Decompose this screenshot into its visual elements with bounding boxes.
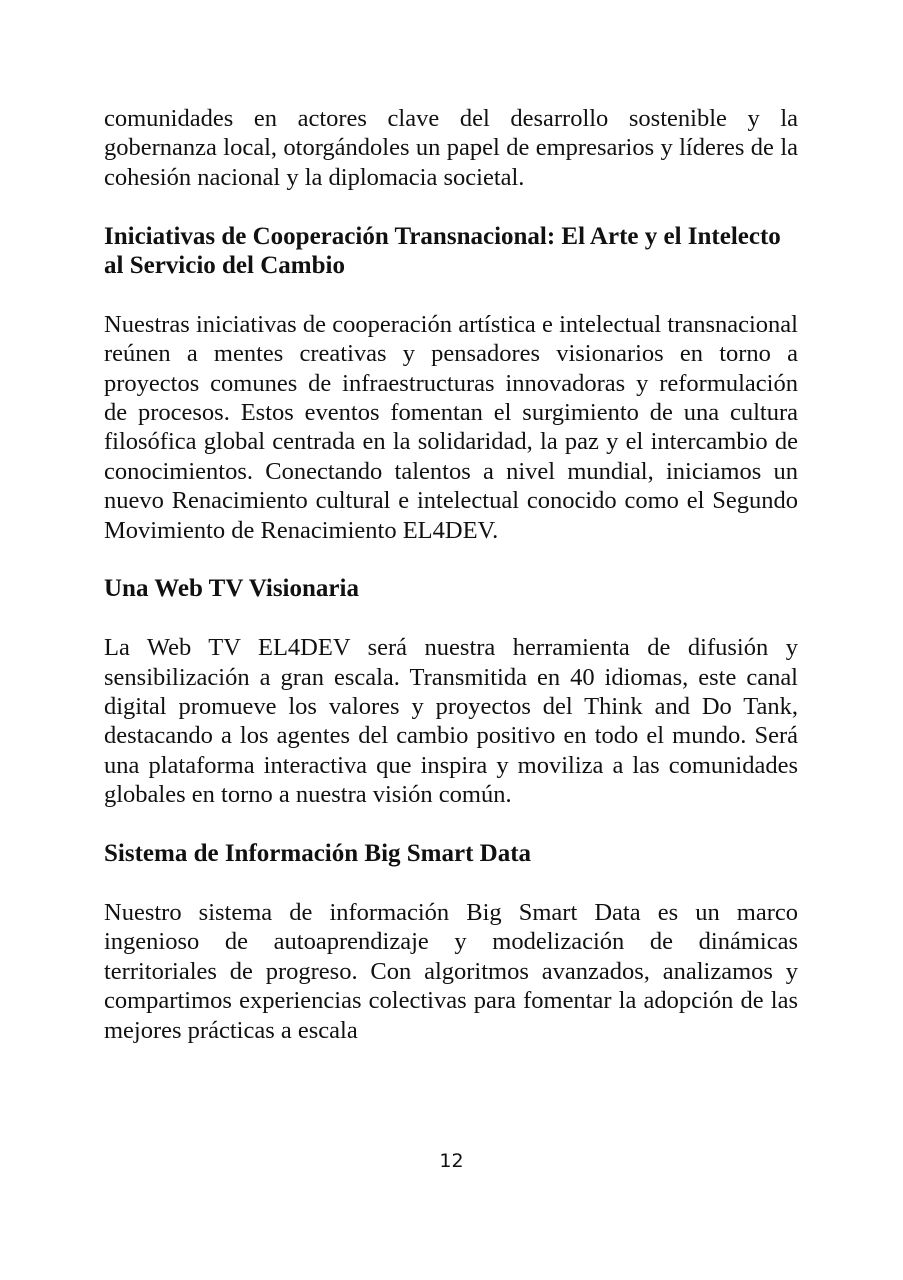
heading-web-tv: Una Web TV Visionaria — [104, 575, 359, 603]
paragraph-transnational-cooperation: Nuestras iniciativas de cooperación artística e intelectual transnacional reúnen a mentes creativas y pensadores visionarios en torno a proyectos comunes de infraestructuras innovadoras y reformulación de procesos. Estos eventos fomentan el surgimiento de una cultura filosófica global centrada en la solidaridad, la paz y el intercambio de conocimientos. Conectando talentos a nivel mundial, iniciamos un nuevo Renacimiento cultural e intelectual conocido como el Segundo Movimiento de Renacimiento EL4DEV. — [104, 310, 798, 544]
heading-big-smart-data: Sistema de Información Big Smart Data — [104, 840, 532, 868]
paragraph-intro: comunidades en actores clave del desarrollo sostenible y la gobernanza local, otorgándoles un papel de empresarios y líderes de la cohesión nacional y la diplomacia societal. — [104, 105, 798, 191]
paragraph-web-tv: La Web TV EL4DEV será nuestra herramienta de difusión y sensibilización a gran escala. Transmitida en 40 idiomas, este canal digital promueve los valores y proyectos del Think and Do Tank, destacando a los agentes del cambio positivo en todo el mundo. Será una plataforma interactiva que inspira y moviliza a las comunidades globales en torno a nuestra visión común. — [104, 634, 798, 809]
page-number: 12 — [439, 1150, 464, 1172]
paragraph-big-smart-data: Nuestro sistema de información Big Smart Data es un marco ingenioso de autoaprendizaje y modelización de dinámicas territoriales de progreso. Con algoritmos avanzados, analizamos y compartimos experiencias colectivas para fomentar la adopción de las mejores prácticas a escala — [104, 898, 798, 1044]
document-page — [104, 104, 798, 1045]
heading-transnational-cooperation: Iniciativas de Cooperación Transnacional: El Arte y el Intelecto al Servicio del Cambio — [104, 222, 781, 280]
